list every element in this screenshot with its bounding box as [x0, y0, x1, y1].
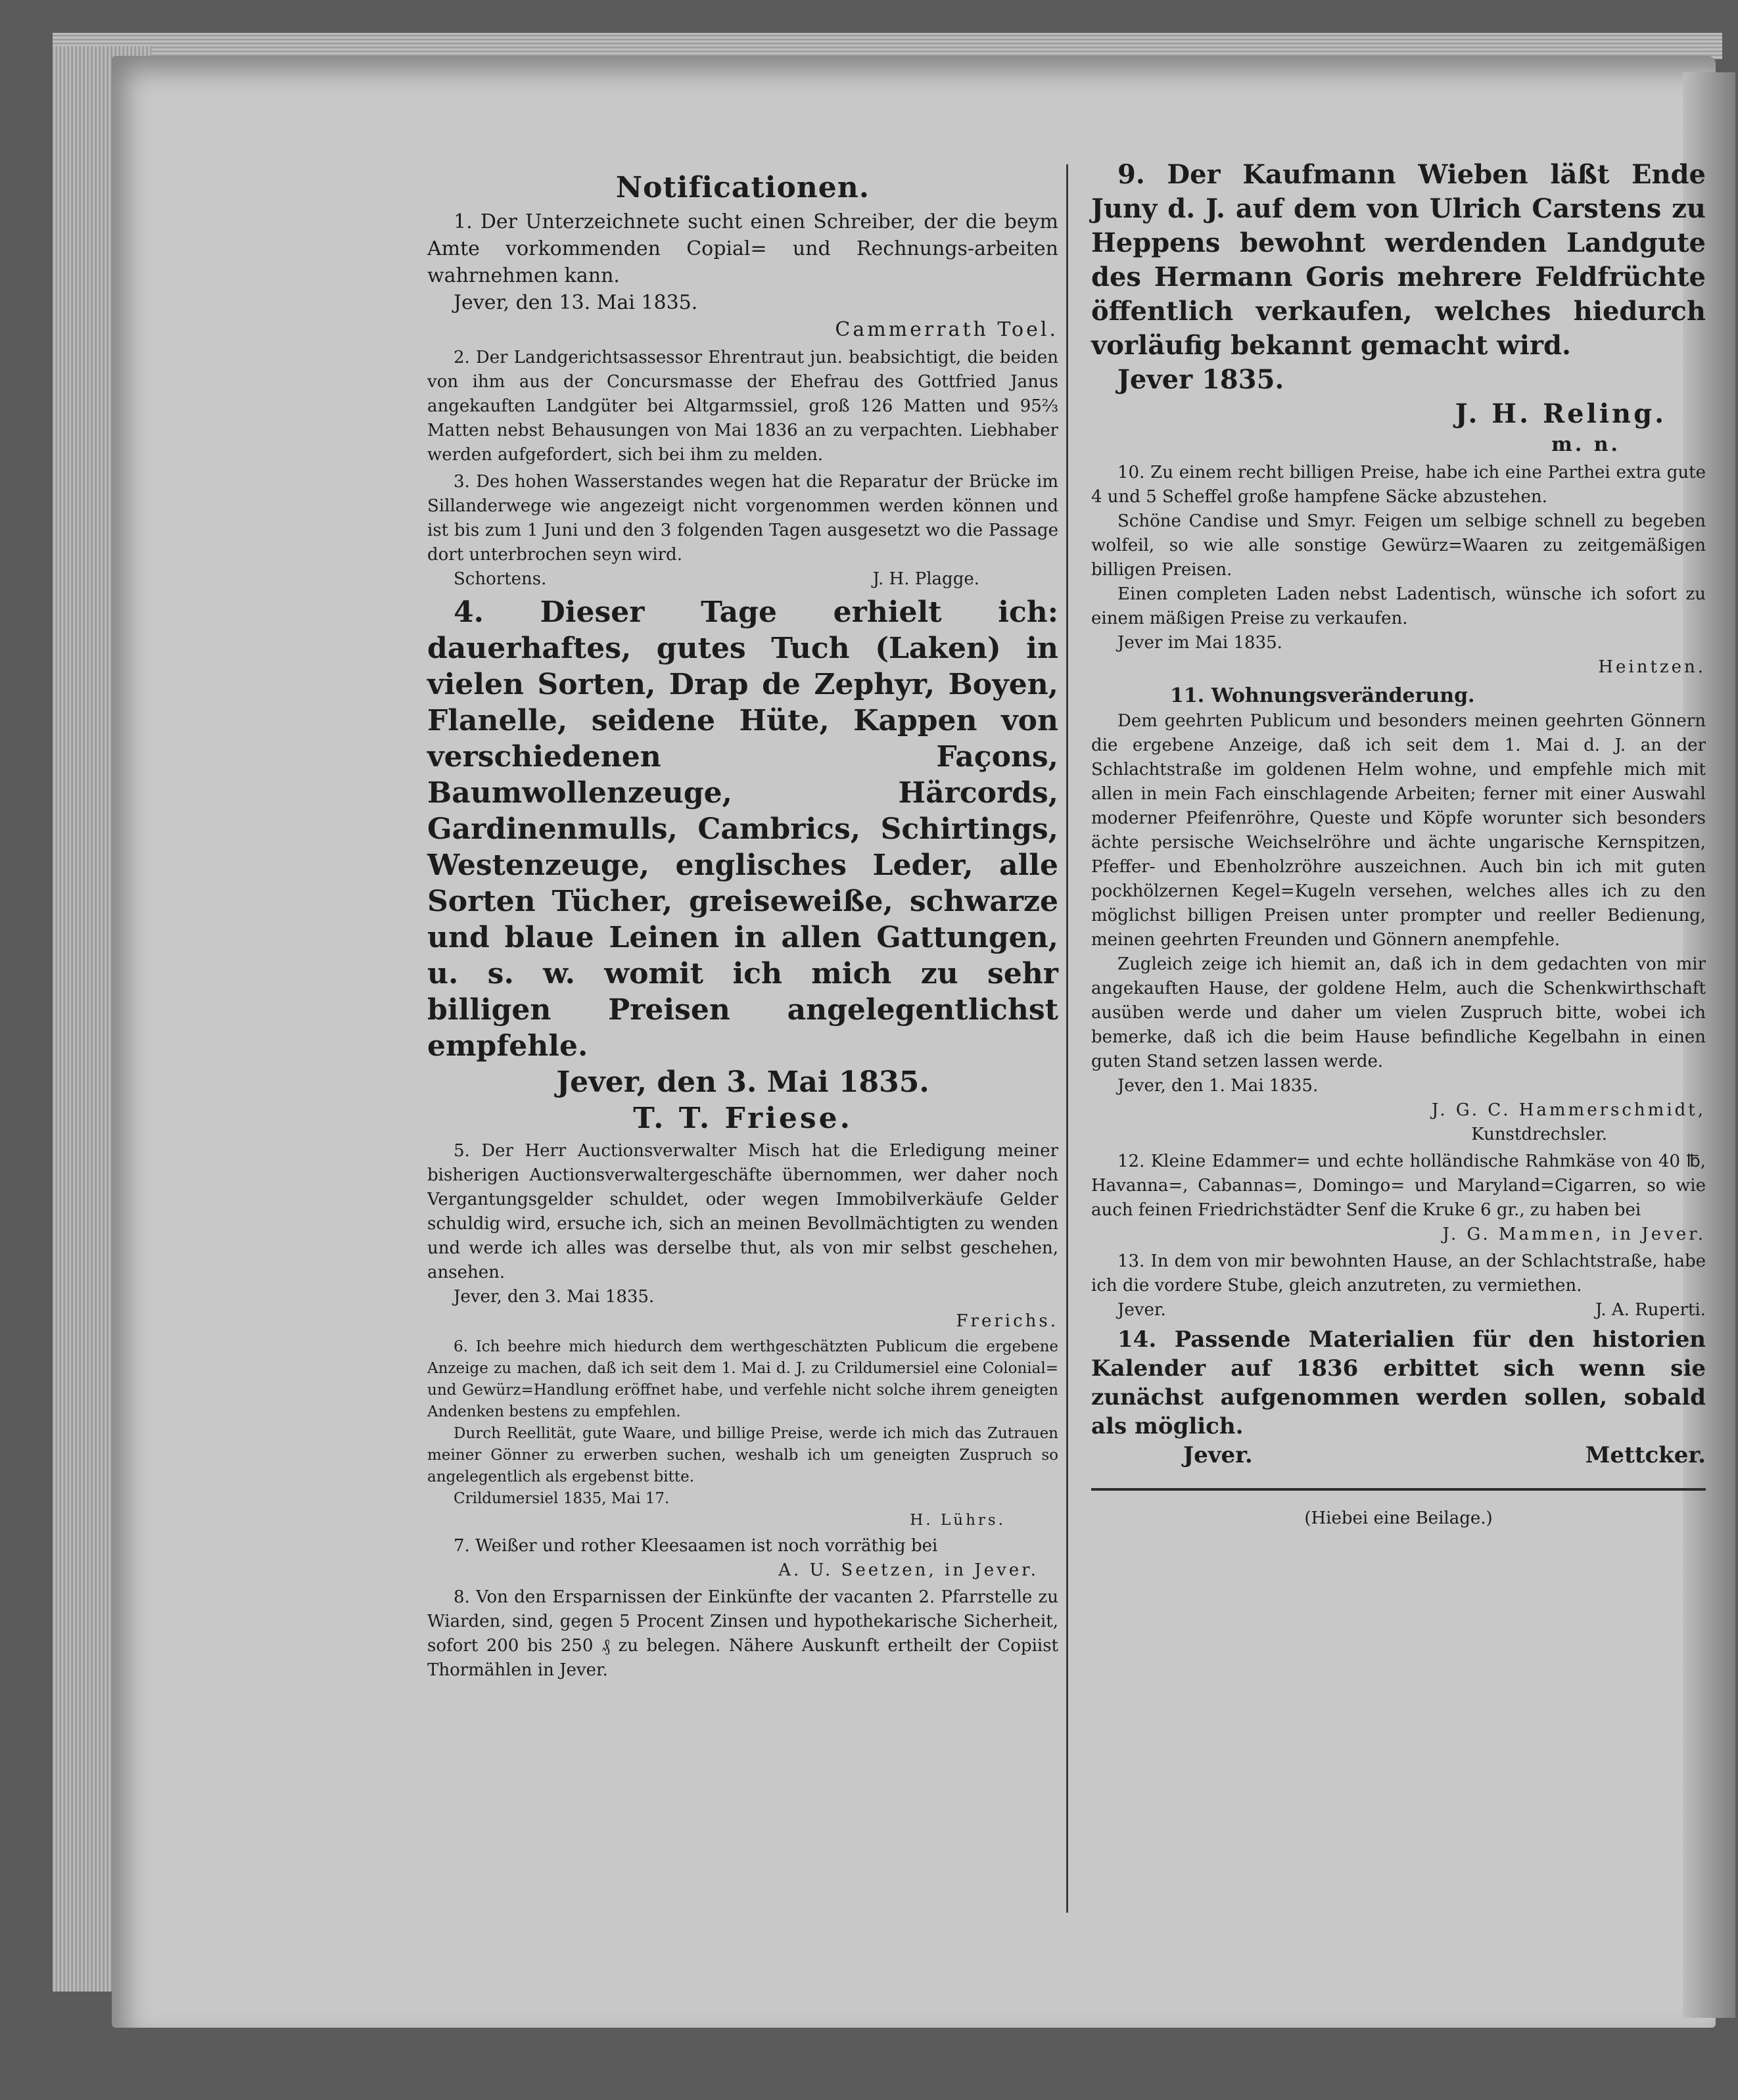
notice-3-text: 3. Des hohen Wasserstandes wegen hat die Reparatur der Brücke im Sillanderwege wie angezeigt nicht vorgenommen werden können und ist bis zum 1 Juni und den 3 folgenden Tagen ausgesetzt wo die Passage dort unterbrochen seyn wird. — [427, 472, 1058, 565]
notice-11-text-2: Zugleich zeige ich hiemit an, daß ich in dem gedachten von mir angekauften Hause, der goldene Helm, auch die Schenkwirthschaft ausüben werde und daher um vielen Zuspruch bitte, wobei ich bemerke, daß ich die beim Hause befindliche Kegelbahn in einen guten Stand setzen lassen werde. — [1091, 954, 1706, 1071]
notice-13-footer — [1091, 1298, 1706, 1322]
notice-10-text: 10. Zu einem recht billigen Preise, habe ich eine Parthei extra gute 4 und 5 Scheffel große hampfene Säcke abzustehen. — [1091, 463, 1706, 507]
notice-1-text: 1. Der Unterzeichnete sucht einen Schreiber, der die beym Amte vorkommenden Copial= und Rechnungs-arbeiten wahrnehmen kann. — [427, 210, 1058, 287]
right-column — [1091, 158, 1706, 1531]
footer-rule — [1091, 1488, 1706, 1491]
notice-14-footer — [1091, 1441, 1706, 1470]
notice-7-signature: A. U. Seetzen, in Jever. — [778, 1560, 1039, 1580]
notice-6-signature: H. Lührs. — [910, 1512, 1006, 1529]
notice-10-text-3: Einen completen Laden nebst Ladentisch, wünsche ich sofort zu einem mäßigen Preise zu verkaufen. — [1091, 584, 1706, 628]
notice-3-signature: J. H. Plagge. — [872, 569, 979, 589]
notice-5 — [427, 1139, 1058, 1334]
notice-11-heading: 11. Wohnungsveränderung. — [1170, 684, 1475, 707]
section-heading: Notificationen. — [615, 171, 870, 204]
notice-8 — [427, 1585, 1058, 1683]
notice-1-signature: Cammerrath Toel. — [835, 318, 1058, 341]
notice-5-signature: Frerichs. — [956, 1311, 1058, 1331]
notice-11-signature-2: Kunstdrechsler. — [1471, 1125, 1607, 1144]
notice-7-text: 7. Weißer und rother Kleesaamen ist noch vorräthig bei — [454, 1536, 938, 1556]
notice-11-place: Jever, den 1. Mai 1835. — [1117, 1076, 1319, 1096]
notice-14-text: 14. Passende Materialien für den historien Kalender auf 1836 erbittet sich wenn sie zunächst aufgenommen werden sollen, sobald als möglich. — [1091, 1326, 1706, 1439]
notice-14-place: Jever. — [1183, 1442, 1253, 1468]
notice-13 — [1091, 1249, 1706, 1322]
notice-3-place: Schortens. — [454, 569, 547, 589]
notice-10-place: Jever im Mai 1835. — [1117, 633, 1282, 653]
left-column — [427, 171, 1058, 1685]
notice-13-signature: J. A. Ruperti. — [1595, 1300, 1706, 1320]
notice-2 — [427, 346, 1058, 467]
notice-14-signature: Mettcker. — [1585, 1442, 1706, 1468]
notice-13-place: Jever. — [1117, 1300, 1166, 1320]
notice-14 — [1091, 1325, 1706, 1470]
book-top-edge — [53, 33, 1722, 59]
notice-9-place: Jever 1835. — [1117, 364, 1284, 395]
notice-1-place: Jever, den 13. Mai 1835. — [454, 291, 698, 314]
notice-10-text-2: Schöne Candise und Smyr. Feigen um selbige schnell zu begeben wolfeil, so wie alle sonstige Gewürz=Waaren zu zeitgemäßigen billigen Preisen. — [1091, 511, 1706, 580]
notice-11 — [1091, 682, 1706, 1147]
notice-3 — [427, 470, 1058, 592]
notice-1 — [427, 208, 1058, 343]
notice-4-signature: T. T. Friese. — [633, 1102, 853, 1135]
notice-11-text: Dem geehrten Publicum und besonders meinen geehrten Gönnern die ergebene Anzeige, daß ich seit dem 1. Mai d. J. an der Schlachtstraße im goldenen Helm wohne, und empfehle mich mit allen in mein Fach einschlagende Arbeiten; ferner mit einer Auswahl moderner Pfeifenröhre, Queste und Köpfe worunter sich besonders ächte persische Weichselröhre und ächte ungarische Kernspitzen, Pfeffer- und Ebenholzröhre auszeichnen. Auch bin ich mit guten pockhölzernen Kegel=Kugeln versehen, welches alles ich zu den möglichst billigen Preisen unter prompter und reeller Bedienung, meinen geehrten Freunden und Gönnern anempfehle. — [1091, 711, 1706, 950]
notice-6 — [427, 1336, 1058, 1531]
notice-4-text: 4. Dieser Tage erhielt ich: dauerhaftes, gutes Tuch (Laken) in vielen Sorten, Drap de Zephyr, Boyen, Flanelle, seidene Hüte, Kappen von verschiedenen Façons, Baumwollenzeuge, Härcords, Gardinenmulls, Cambrics, Schirtings, Westenzeuge, englisches Leder, alle Sorten Tücher, greiseweiße, schwarze und blaue Leinen in allen Gattungen, u. s. w. womit ich mich zu sehr billigen Preisen angelegentlichst empfehle. — [427, 595, 1058, 1063]
notice-4 — [427, 594, 1058, 1136]
notice-11-signature: J. G. C. Hammerschmidt, — [1431, 1100, 1706, 1120]
notice-9-signature: J. H. Reling. — [1455, 398, 1666, 429]
notice-6-place: Crildumersiel 1835, Mai 17. — [454, 1490, 670, 1507]
notice-12-signature: J. G. Mammen, in Jever. — [1442, 1225, 1706, 1244]
notice-9 — [1091, 158, 1706, 458]
notice-8-text: 8. Von den Ersparnissen der Einkünfte der vacanten 2. Pfarrstelle zu Wiarden, sind, gegen 5 Procent Zinsen und hypothekarische Sicherheit, sofort 200 bis 250 ₰ zu belegen. Nähere Auskunft ertheilt der Copiist Thormählen in Jever. — [427, 1587, 1058, 1680]
notice-5-place: Jever, den 3. Mai 1835. — [454, 1287, 655, 1307]
notice-13-text: 13. In dem von mir bewohnten Hause, an der Schlachtstraße, habe ich die vordere Stube, gleich anzutreten, zu vermiethen. — [1091, 1251, 1706, 1295]
notice-6-text-2: Durch Reellität, gute Waare, und billige Preise, werde ich mich das Zutrauen meiner Gönner zu erwerben suchen, weshalb ich um geneigten Zuspruch so angelegentlich als ergebenst bitte. — [427, 1425, 1058, 1485]
notice-6-text: 6. Ich beehre mich hiedurch dem werthgeschätzten Publicum die ergebene Anzeige zu machen, daß ich seit dem 1. Mai d. J. zu Crildumersiel eine Colonial= und Gewürz=Handlung eröffnet habe, und verfehle nicht solche ihrem geneigten Andenken bestens zu empfehlen. — [427, 1338, 1058, 1420]
footer-note: (Hiebei eine Beilage.) — [1304, 1508, 1493, 1528]
notice-4-place: Jever, den 3. Mai 1835. — [556, 1065, 929, 1099]
notice-10-signature: Heintzen. — [1598, 657, 1706, 677]
notice-9-signature-2: m. n. — [1551, 433, 1620, 456]
notice-2-text: 2. Der Landgerichtsassessor Ehrentraut jun. beabsichtigt, die beiden von ihm aus der Concursmasse der Ehefrau des Gottfried Janus angekauften Landgüter bei Altgarmssiel, groß 126 Matten und 95⅔ Matten nebst Behausungen von Mai 1836 an zu verpachten. Liebhaber werden aufgefordert, sich bei ihm zu melden. — [427, 348, 1058, 465]
notice-12 — [1091, 1150, 1706, 1247]
notice-7 — [427, 1534, 1058, 1583]
notice-9-text: 9. Der Kaufmann Wieben läßt Ende Juny d. J. auf dem von Ulrich Carstens zu Heppens bewohnt werdenden Landgute des Hermann Goris mehrere Feldfrüchte öffentlich verkaufen, welches hiedurch vorläufig bekannt gemacht wird. — [1091, 159, 1706, 361]
notice-10 — [1091, 461, 1706, 680]
column-divider — [1066, 164, 1068, 1913]
notice-5-text: 5. Der Herr Auctionsverwalter Misch hat die Erledigung meiner bisherigen Auctionsverwaltergeschäfte übernommen, wer daher noch Vergantungsgelder schuldet, oder wegen Immobilverkäufe Gelder schuldig wird, ersuche ich, sich an meinen Bevollmächtigten zu wenden und werde ich alles was derselbe thut, als von mir selbst geschehen, ansehen. — [427, 1141, 1058, 1282]
notice-12-text: 12. Kleine Edammer= und echte holländische Rahmkäse von 40 ℔, Havanna=, Cabannas=, Domingo= und Maryland=Cigarren, so wie auch feinen Friedrichstädter Senf die Kruke 6 gr., zu haben bei — [1091, 1152, 1706, 1220]
notice-3-footer — [427, 567, 1058, 592]
